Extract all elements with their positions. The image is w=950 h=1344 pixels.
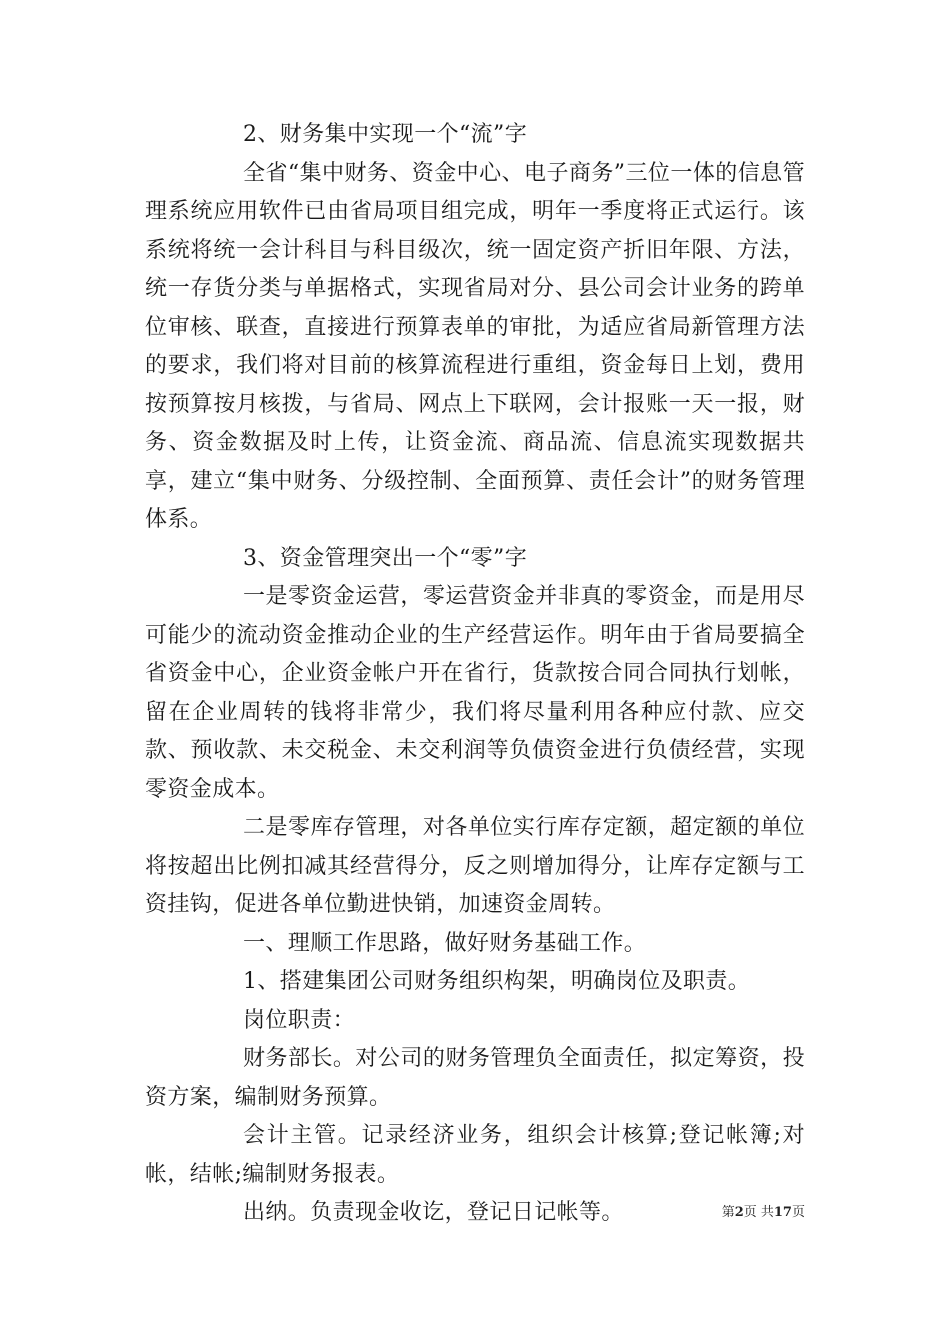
footer-total-pages: 17 [773,1205,792,1220]
document-body [145,116,805,1233]
paragraph-zero-capital: 一是零资金运营，零运营资金并非真的零资金，而是用尽可能少的流动资金推动企业的生产经营运作。明年由于省局要搞全省资金中心，企业资金帐户开在省行，货款按合同合同执行划帐，留在企业周转的钱将非常少，我们将尽量利用各种应付款、应交款、预收款、未交税金、未交利润等负债资金进行负债经营，实现零资金成本。 [145,584,805,802]
footer-suffix: 页 [791,1205,805,1220]
footer-current-page: 2 [734,1205,744,1220]
paragraph-cashier: 出纳。负责现金收讫，登记日记帐等。 [243,1200,624,1225]
page-number-footer [722,1205,805,1221]
heading-finance-centralization: 2、财务集中实现一个“流”字 [243,122,528,147]
heading-work-ideas: 一、理顺工作思路，做好财务基础工作。 [243,930,647,956]
paragraph-zero-inventory: 二是零库存管理，对各单位实行库存定额，超定额的单位将按超出比例扣减其经营得分，反之则增加得分，让库存定额与工资挂钩，促进各单位勤进快销，加速资金周转。 [145,815,805,917]
paragraph-finance-minister: 财务部长。对公司的财务管理负全面责任，拟定筹资，投资方案，编制财务预算。 [145,1046,805,1110]
paragraph-accounting-supervisor: 会计主管。记录经济业务，组织会计核算;登记帐簿;对帐，结帐;编制财务报表。 [145,1123,805,1187]
paragraph-info-system: 全省“集中财务、资金中心、电子商务”三位一体的信息管理系统应用软件已由省局项目组完成，明年一季度将正式运行。该系统将统一会计科目与科目级次，统一固定资产折旧年限、方法，统一存货分类与单据格式，实现省局对分、县公司会计业务的跨单位审核、联查，直接进行预算表单的审批，为适应省局新管理方法的要求，我们将对目前的核算流程进行重组，资金每日上划，费用按预算按月核拨，与省局、网点上下联网，会计报账一天一报，财务、资金数据及时上传，让资金流、商品流、信息流实现数据共享，建立“集中财务、分级控制、全面预算、责任会计”的财务管理体系。 [145,160,805,532]
heading-fund-management: 3、资金管理突出一个“零”字 [243,545,528,571]
footer-middle: 页 共 [743,1205,774,1220]
footer-prefix: 第 [721,1205,735,1220]
label-job-duties: 岗位职责： [243,1007,356,1033]
heading-org-structure: 1、搭建集团公司财务组织构架，明确岗位及职责。 [243,969,751,994]
